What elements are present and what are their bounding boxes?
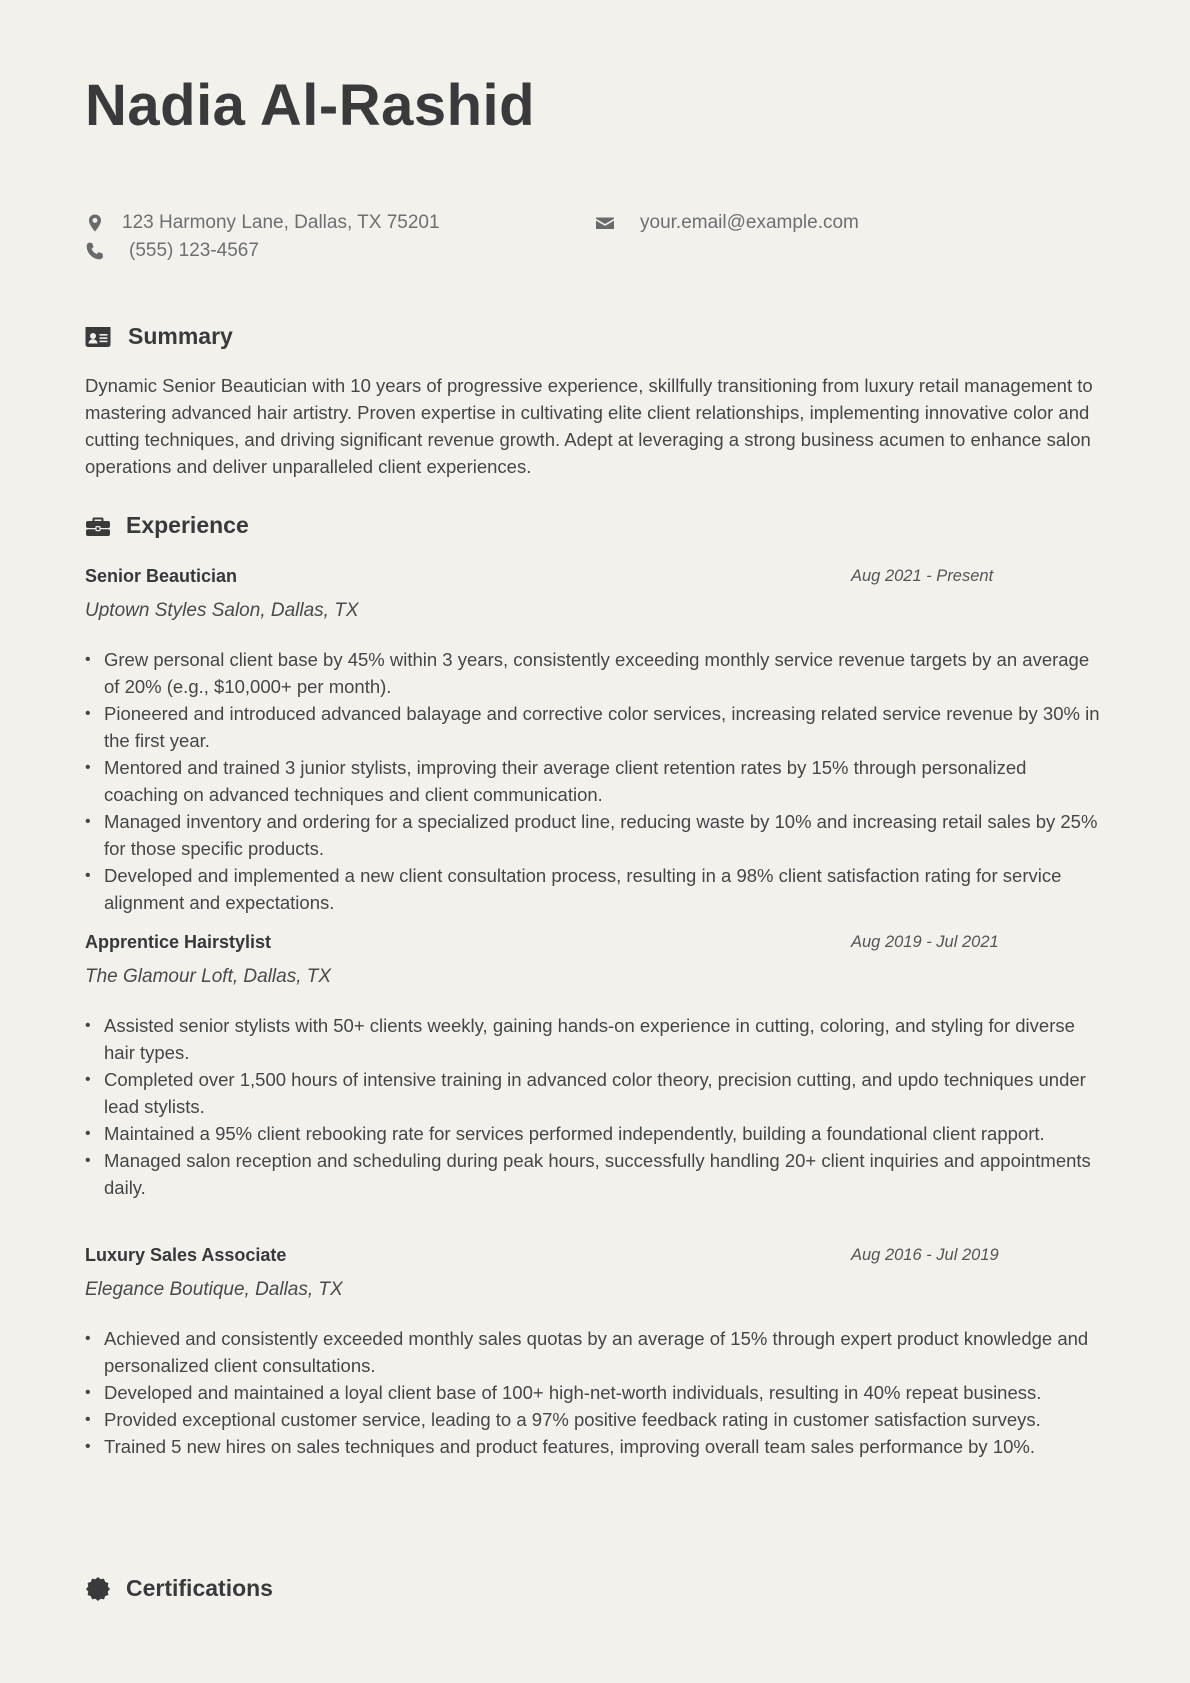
job-company: Elegance Boutique, Dallas, TX [85,1279,343,1300]
certifications-heading [85,1575,273,1602]
email-link[interactable]: your.email@example.com [640,212,859,233]
job-bullet: • Completed over 1,500 hours of intensive training in advanced color theory, precision cutting, and updo techniques under lead stylists. [85,1066,1105,1120]
job-dates: Aug 2021 - Present [851,567,994,585]
briefcase-icon [85,513,111,539]
contact-address [85,212,440,234]
summary-heading [85,323,233,350]
job-bullet: • Developed and maintained a loyal client base of 100+ high-net-worth individuals, resulting in 40% repeat business. [85,1379,1105,1406]
job-dates: Aug 2019 - Jul 2021 [851,933,999,951]
job-bullet-list [85,646,1105,916]
address-text: 123 Harmony Lane, Dallas, TX 75201 [122,212,440,233]
experience-heading [85,512,249,539]
summary-text: Dynamic Senior Beautician with 10 years of progressive experience, skillfully transitioning from luxury retail management to mastering advanced hair artistry. Proven expertise in cultivating elite client relationships, implementing innovative color and cutting techniques, and driving significant revenue growth. Adept at leveraging a strong business acumen to enhance salon operations and deliver unparalleled client experiences. [85,375,1093,477]
candidate-name: Nadia Al-Rashid [85,73,536,138]
job-bullet: • Provided exceptional customer service, leading to a 97% positive feedback rating in customer satisfaction surveys. [85,1406,1105,1433]
job-bullet: • Achieved and consistently exceeded monthly sales quotas by an average of 15% through expert product knowledge and personalized client consultations. [85,1325,1105,1379]
job-bullet: • Assisted senior stylists with 50+ clients weekly, gaining hands-on experience in cutting, coloring, and styling for diverse hair types. [85,1012,1105,1066]
job-bullet: • Pioneered and introduced advanced balayage and corrective color services, increasing related service revenue by 30% in the first year. [85,700,1105,754]
job-title: Apprentice Hairstylist [85,932,272,952]
job-company: The Glamour Loft, Dallas, TX [85,966,332,987]
job-bullet-list [85,1325,1105,1460]
job-bullet: • Developed and implemented a new client consultation process, resulting in a 98% client satisfaction rating for service alignment and expectations. [85,862,1105,916]
certificate-badge-icon [85,1576,111,1602]
phone-icon [85,241,105,261]
map-marker-icon [85,213,105,233]
contact-email [595,212,859,234]
phone-text: (555) 123-4567 [129,240,259,261]
job-bullet: • Grew personal client base by 45% within 3 years, consistently exceeding monthly service revenue targets by an average of 20% (e.g., $10,000+ per month). [85,646,1105,700]
job-dates: Aug 2016 - Jul 2019 [851,1246,999,1264]
job-bullet-list [85,1012,1105,1201]
envelope-icon [595,213,615,233]
job-bullet: • Managed inventory and ordering for a specialized product line, reducing waste by 10% and increasing retail sales by 25% for those specific products. [85,808,1105,862]
job-title: Luxury Sales Associate [85,1245,287,1265]
job-bullet: • Trained 5 new hires on sales techniques and product features, improving overall team sales performance by 10%. [85,1433,1105,1460]
summary-title: Summary [128,323,233,349]
experience-title: Experience [126,512,249,538]
certifications-title: Certifications [126,1575,273,1601]
job-company: Uptown Styles Salon, Dallas, TX [85,600,359,621]
job-bullet: • Mentored and trained 3 junior stylists, improving their average client retention rates by 15% through personalized coaching on advanced techniques and client communication. [85,754,1105,808]
job-title: Senior Beautician [85,566,238,586]
id-card-icon [85,324,111,350]
contact-phone [85,240,259,262]
job-bullet: • Maintained a 95% client rebooking rate for services performed independently, building a foundational client rapport. [85,1120,1105,1147]
job-bullet: • Managed salon reception and scheduling during peak hours, successfully handling 20+ client inquiries and appointments daily. [85,1147,1105,1201]
